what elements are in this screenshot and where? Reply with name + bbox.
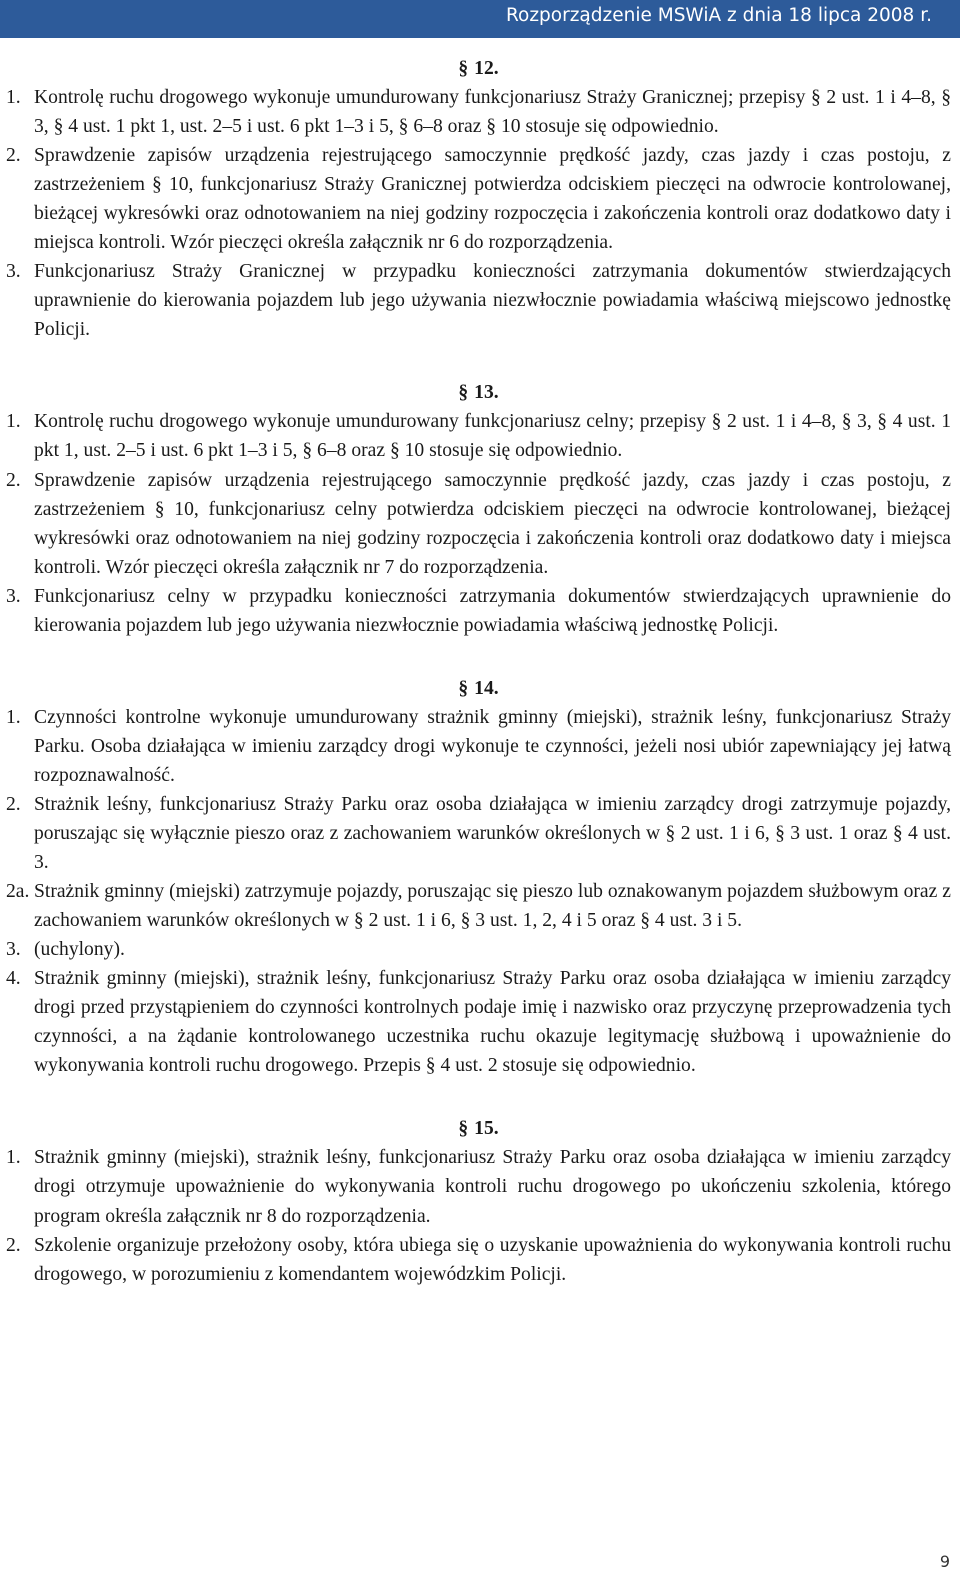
- paragraph-number: 3.: [6, 585, 21, 607]
- paragraph: [6, 935, 951, 964]
- paragraph-text: Kontrolę ruchu drogowego wykonuje umundurowany funkcjonariusz celny; przepisy § 2 ust. 1 i 4–8, § 3, § 4 ust. 1 pkt 1, ust. 2–5 i ust. 6 pkt 1–3 i 5, § 6–8 oraz § 10 stosuje się odpowiednio.: [34, 411, 951, 462]
- paragraph-text: Funkcjonariusz Straży Granicznej w przypadku konieczności zatrzymania dokumentów stwierdzających uprawnienie do kierowania pojazdem lub jego używania niezwłocznie powiadamia właściwą miejscowo jednostkę Policji.: [34, 261, 951, 341]
- header-bar: [0, 0, 960, 38]
- section-spacer: [6, 344, 951, 378]
- paragraph-text: Strażnik gminny (miejski), strażnik leśny, funkcjonariusz Straży Parku oraz osoba działająca w imieniu zarządcy drogi otrzymuje upoważnienie do wykonywania kontroli ruchu drogowego po ukończeniu szkolenia, którego program określa załącznik nr 8 do rozporządzenia.: [34, 1147, 951, 1227]
- section-heading: [6, 54, 951, 83]
- paragraph: [6, 257, 951, 344]
- section-number: 14.: [474, 677, 499, 699]
- paragraph-text: (uchylony).: [34, 939, 125, 961]
- section-15: [6, 1114, 951, 1288]
- section-spacer: [6, 1080, 951, 1114]
- paragraph-text: Czynności kontrolne wykonuje umundurowany strażnik gminny (miejski), strażnik leśny, funkcjonariusz Straży Parku. Osoba działająca w imieniu zarządcy drogi wykonuje te czynności, jeżeli nosi ubiór zapewniający jej łatwą rozpoznawalność.: [34, 706, 951, 786]
- paragraph-text: Strażnik leśny, funkcjonariusz Straży Parku oraz osoba działająca w imieniu zarządcy drogi zatrzymuje pojazdy, poruszając się wyłącznie pieszo oraz z zachowaniem warunków określonych w § 2 ust. 1 i 6, § 3 ust. 1 oraz § 4 ust. 3.: [34, 793, 951, 874]
- paragraph: [6, 877, 951, 935]
- section-14: [6, 674, 951, 1081]
- paragraph: [6, 466, 951, 582]
- paragraph-number: 2.: [6, 469, 21, 491]
- paragraph-number: 2a.: [6, 881, 30, 903]
- paragraph-number: 3.: [6, 939, 21, 961]
- paragraph: [6, 83, 951, 141]
- section-heading: [6, 378, 951, 407]
- paragraph-number: 2.: [6, 793, 21, 815]
- paragraph-number: 1.: [6, 411, 21, 433]
- page-number: 9: [939, 1552, 950, 1571]
- paragraph-text: Sprawdzenie zapisów urządzenia rejestrującego samoczynnie prędkość jazdy, czas jazdy i czas postoju, z zastrzeżeniem § 10, funkcjonariusz Straży Granicznej potwierdza odciskiem pieczęci na odwrocie kontrolowanej, bieżącej wykresówki oraz odnotowaniem na niej godziny rozpoczęcia i zakończenia kontroli oraz dodatkowo daty i miejsca kontroli. Wzór pieczęci określa załącznik nr 6 do rozporządzenia.: [34, 145, 951, 254]
- paragraph-text: Kontrolę ruchu drogowego wykonuje umundurowany funkcjonariusz Straży Granicznej; przepisy § 2 ust. 1 i 4–8, § 3, § 4 ust. 1 pkt 1, ust. 2–5 i ust. 6 pkt 1–3 i 5, § 6–8 oraz § 10 stosuje się odpowiednio.: [34, 87, 951, 138]
- paragraph: [6, 141, 951, 257]
- paragraph: [6, 407, 951, 465]
- paragraph-number: 4.: [6, 968, 21, 990]
- document-title: Rozporządzenie MSWiA z dnia 18 lipca 2008 r.: [506, 5, 932, 26]
- paragraph: [6, 582, 951, 640]
- paragraph-text: Sprawdzenie zapisów urządzenia rejestrującego samoczynnie prędkość jazdy, czas jazdy i czas postoju, z zastrzeżeniem § 10, funkcjonariusz celny potwierdza odciskiem pieczęci na odwrocie kontrolowanej, bieżącej wykresówki oraz odnotowaniem na niej godziny rozpoczęcia i zakończenia kontroli oraz dodatkowo daty i miejsca kontroli. Wzór pieczęci określa załącznik nr 7 do rozporządzenia.: [34, 469, 951, 578]
- paragraph: [6, 790, 951, 877]
- section-number: 13.: [474, 382, 499, 404]
- section-symbol: §: [458, 58, 469, 79]
- paragraph-number: 1.: [6, 87, 21, 108]
- paragraph-text: Strażnik gminny (miejski) zatrzymuje pojazdy, poruszając się pieszo lub oznakowanym pojazdem służbowym oraz z zachowaniem warunków określonych w § 2 ust. 1 i 6, § 3 ust. 1, 2, 4 i 5 oraz § 4 ust. 3 i 5.: [34, 881, 951, 932]
- paragraph-text: Szkolenie organizuje przełożony osoby, która ubiega się o uzyskanie upoważnienia do wykonywania kontroli ruchu drogowego, w porozumieniu z komendantem wojewódzkim Policji.: [34, 1234, 951, 1285]
- section-number: 12.: [474, 58, 499, 79]
- section-number: 15.: [474, 1118, 499, 1140]
- section-symbol: §: [458, 1118, 469, 1140]
- paragraph: [6, 964, 951, 1080]
- section-symbol: §: [458, 677, 469, 699]
- paragraph-number: 2.: [6, 1234, 21, 1256]
- document-body: [6, 54, 951, 1289]
- paragraph-text: Funkcjonariusz celny w przypadku konieczności zatrzymania dokumentów stwierdzających uprawnienie do kierowania pojazdem lub jego używania niezwłocznie powiadamia właściwą jednostkę Policji.: [34, 585, 951, 636]
- paragraph: [6, 1231, 951, 1289]
- section-symbol: §: [458, 382, 469, 404]
- section-12: [6, 54, 951, 344]
- paragraph-text: Strażnik gminny (miejski), strażnik leśny, funkcjonariusz Straży Parku oraz osoba działająca w imieniu zarządcy drogi przed przystąpieniem do czynności kontrolnych podaje imię i nazwisko oraz przyczynę przeprowadzenia tych czynności, a na żądanie kontrolowanego uczestnika ruchu okazuje legitymację służbową i upoważnienie do wykonywania kontroli ruchu drogowego. Przepis § 4 ust. 2 stosuje się odpowiednio.: [34, 968, 951, 1077]
- paragraph-number: 1.: [6, 1147, 21, 1169]
- paragraph-number: 3.: [6, 261, 21, 283]
- paragraph: [6, 703, 951, 790]
- section-13: [6, 378, 951, 639]
- paragraph: [6, 1143, 951, 1230]
- section-heading: [6, 1114, 951, 1143]
- section-heading: [6, 674, 951, 703]
- paragraph-number: 2.: [6, 145, 21, 167]
- section-spacer: [6, 640, 951, 674]
- paragraph-number: 1.: [6, 706, 21, 728]
